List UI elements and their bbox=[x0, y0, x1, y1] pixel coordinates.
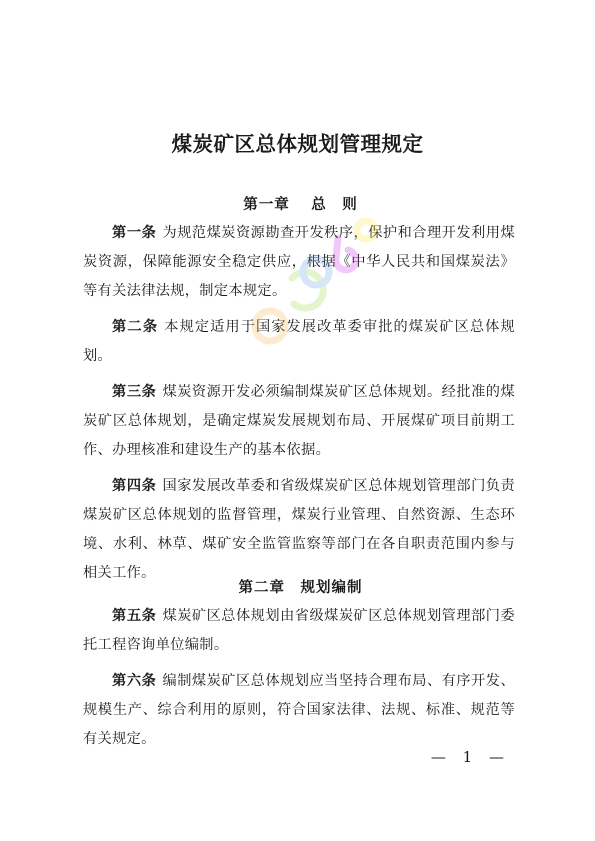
article-3 bbox=[83, 378, 515, 465]
article-label: 第六条 bbox=[112, 673, 157, 689]
chapter-heading-1: 第一章 总 则 bbox=[243, 197, 358, 213]
article-label: 第三条 bbox=[112, 384, 157, 400]
chapter-2-body bbox=[83, 602, 515, 761]
article-text: 国家发展改革委和省级煤炭矿区总体规划管理部门负责煤炭矿区总体规划的监督管理，煤炭行业管理、自然资源、生态环境、水利、林草、煤矿安全监管监察等部门在各自职责范围内参与相关工作。 bbox=[83, 478, 515, 581]
article-text: 煤炭资源开发必须编制煤炭矿区总体规划。经批准的煤炭矿区总体规划，是确定煤炭发展规划布局、开展煤矿项目前期工作、办理核准和建设生产的基本依据。 bbox=[83, 384, 515, 458]
article-text: 为规范煤炭资源勘查开发秩序，保护和合理开发利用煤炭资源，保障能源安全稳定供应，根据《中华人民共和国煤炭法》等有关法律法规，制定本规定。 bbox=[83, 225, 515, 299]
article-text: 煤炭矿区总体规划由省级煤炭矿区总体规划管理部门委托工程咨询单位编制。 bbox=[83, 608, 515, 653]
page-number: — 1 — bbox=[430, 748, 510, 766]
article-1 bbox=[83, 219, 515, 306]
article-6 bbox=[83, 667, 515, 754]
article-2 bbox=[83, 313, 515, 371]
article-label: 第二条 bbox=[112, 319, 159, 335]
article-text: 编制煤炭矿区总体规划应当坚持合理布局、有序开发、规模生产、综合利用的原则，符合国家法律、法规、标准、规范等有关规定。 bbox=[83, 673, 515, 747]
chapter-1-body bbox=[83, 219, 515, 595]
chapter-heading-2: 第二章 规划编制 bbox=[238, 580, 363, 596]
article-label: 第四条 bbox=[112, 478, 157, 494]
article-text: 本规定适用于国家发展改革委审批的煤炭矿区总体规划。 bbox=[83, 319, 515, 364]
article-5 bbox=[83, 602, 515, 660]
article-4 bbox=[83, 472, 515, 588]
article-label: 第五条 bbox=[112, 608, 157, 624]
document-title: 煤炭矿区总体规划管理规定 bbox=[171, 132, 424, 156]
article-label: 第一条 bbox=[112, 225, 157, 241]
